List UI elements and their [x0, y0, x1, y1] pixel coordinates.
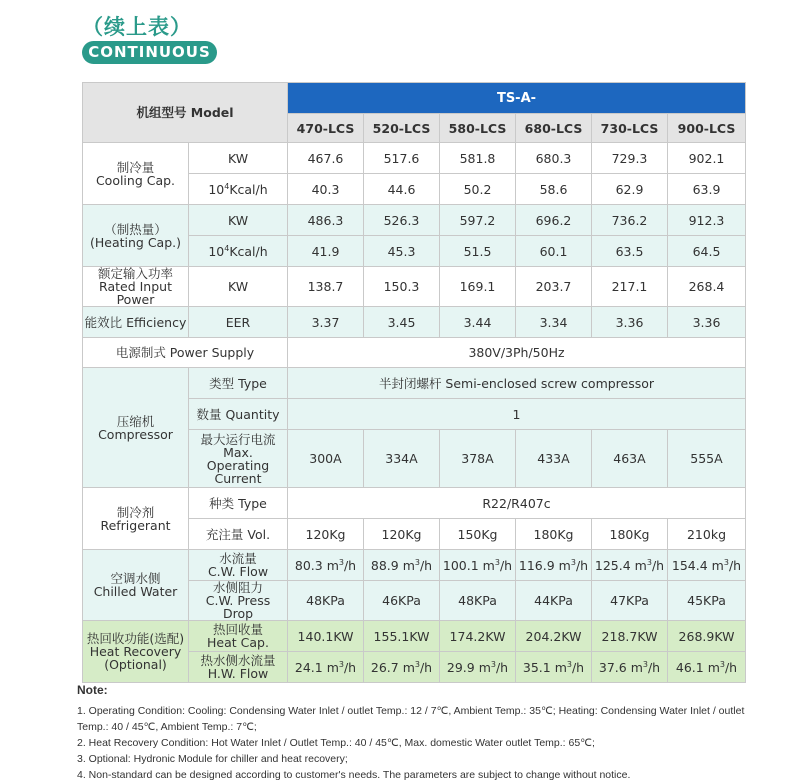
note-line: 3. Optional: Hydronic Module for chiller and heat recovery;	[77, 753, 348, 765]
spec-table	[82, 82, 746, 683]
value-cell: 555A	[668, 430, 746, 488]
power-supply-value: 380V/3Ph/50Hz	[288, 338, 746, 368]
notes-heading: Note:	[77, 683, 108, 697]
value-cell: 217.1	[592, 267, 668, 307]
note-line: 2. Heat Recovery Condition: Hot Water Inlet / Outlet Temp.: 40 / 45℃, Max. domestic Water outlet Temp.: 65℃;	[77, 737, 595, 749]
value-cell: 60.1	[516, 236, 592, 267]
value-cell: 3.36	[592, 307, 668, 338]
table-row	[83, 205, 746, 236]
unit-cell: $10^4Kcal/h$	[189, 236, 288, 267]
sub-label: 水流量 C.W. Flow	[189, 550, 288, 581]
power-supply-label: 电源制式 Power Supply	[83, 338, 288, 368]
sub-label: 类型 Type	[189, 368, 288, 399]
value-cell: 736.2	[592, 205, 668, 236]
value-cell: 204.2KW	[516, 621, 592, 652]
unit-cell: KW	[189, 205, 288, 236]
value-cell: 696.2	[516, 205, 592, 236]
model-name: 520-LCS	[364, 114, 440, 143]
unit-cell: KW	[189, 267, 288, 307]
value-cell: 125.4 $m^3/h$	[592, 550, 668, 581]
value-cell: R22/R407c	[288, 488, 746, 519]
compressor-label: 压缩机 Compressor	[83, 368, 189, 488]
table-row	[83, 83, 746, 114]
table-row	[83, 550, 746, 581]
value-cell: 63.9	[668, 174, 746, 205]
refrigerant-label: 制冷剂 Refrigerant	[83, 488, 189, 550]
series-header: TS-A-	[288, 83, 746, 114]
power-label: 额定输入功率 Rated Input Power	[83, 267, 189, 307]
value-cell: 169.1	[440, 267, 516, 307]
table-row	[83, 488, 746, 519]
value-cell: 48KPa	[288, 581, 364, 621]
value-cell: 半封闭螺杆 Semi-enclosed screw compressor	[288, 368, 746, 399]
value-cell: 116.9 $m^3/h$	[516, 550, 592, 581]
sub-label: 水侧阻力 C.W. Press Drop	[189, 581, 288, 621]
table-row	[83, 143, 746, 174]
value-cell: 3.34	[516, 307, 592, 338]
model-name: 900-LCS	[668, 114, 746, 143]
value-cell: 120Kg	[364, 519, 440, 550]
value-cell: 63.5	[592, 236, 668, 267]
unit-cell: $10^4Kcal/h$	[189, 174, 288, 205]
value-cell: 902.1	[668, 143, 746, 174]
model-name: 580-LCS	[440, 114, 516, 143]
value-cell: 24.1 $m^3/h$	[288, 652, 364, 683]
value-cell: 62.9	[592, 174, 668, 205]
chilled-water-label: 空调水侧 Chilled Water	[83, 550, 189, 621]
value-cell: 80.3 $m^3/h$	[288, 550, 364, 581]
value-cell: 463A	[592, 430, 668, 488]
sub-label: 种类 Type	[189, 488, 288, 519]
value-cell: 138.7	[288, 267, 364, 307]
value-cell: 46.1 $m^3/h$	[668, 652, 746, 683]
heat-recovery-label: 热回收功能(选配) Heat Recovery (Optional)	[83, 621, 189, 683]
value-cell: 45.3	[364, 236, 440, 267]
table-row	[83, 338, 746, 368]
note-line: 4. Non-standard can be designed according to customer's needs. The parameters are subject to change without notice.	[77, 769, 631, 781]
value-cell: 154.4 $m^3/h$	[668, 550, 746, 581]
value-cell: 44KPa	[516, 581, 592, 621]
sub-label: 热水侧水流量 H.W. Flow	[189, 652, 288, 683]
value-cell: 37.6 $m^3/h$	[592, 652, 668, 683]
eer-label: 能效比 Efficiency	[83, 307, 189, 338]
table-row	[83, 368, 746, 399]
value-cell: 180Kg	[592, 519, 668, 550]
sub-label: 数量 Quantity	[189, 399, 288, 430]
value-cell: 150.3	[364, 267, 440, 307]
value-cell: 140.1KW	[288, 621, 364, 652]
model-name: 470-LCS	[288, 114, 364, 143]
value-cell: 64.5	[668, 236, 746, 267]
value-cell: 40.3	[288, 174, 364, 205]
value-cell: 433A	[516, 430, 592, 488]
table-row	[83, 307, 746, 338]
value-cell: 120Kg	[288, 519, 364, 550]
notes	[77, 683, 767, 783]
value-cell: 29.9 $m^3/h$	[440, 652, 516, 683]
note-line: Temp.: 40 / 45℃, Ambient Temp.: 7℃;	[77, 721, 257, 733]
value-cell: 597.2	[440, 205, 516, 236]
value-cell: 48KPa	[440, 581, 516, 621]
value-cell: 44.6	[364, 174, 440, 205]
table-row	[83, 621, 746, 652]
value-cell: 517.6	[364, 143, 440, 174]
value-cell: 50.2	[440, 174, 516, 205]
value-cell: 47KPa	[592, 581, 668, 621]
value-cell: 526.3	[364, 205, 440, 236]
value-cell: 210kg	[668, 519, 746, 550]
value-cell: 58.6	[516, 174, 592, 205]
section-title-cn: （续上表）	[82, 15, 192, 39]
value-cell: 88.9 $m^3/h$	[364, 550, 440, 581]
value-cell: 334A	[364, 430, 440, 488]
value-cell: 155.1KW	[364, 621, 440, 652]
value-cell: 268.4	[668, 267, 746, 307]
value-cell: 150Kg	[440, 519, 516, 550]
cooling-label: 制冷量 Cooling Cap.	[83, 143, 189, 205]
value-cell: 1	[288, 399, 746, 430]
value-cell: 3.44	[440, 307, 516, 338]
value-cell: 41.9	[288, 236, 364, 267]
value-cell: 174.2KW	[440, 621, 516, 652]
model-name: 730-LCS	[592, 114, 668, 143]
notes-lines	[77, 703, 767, 783]
unit-cell: KW	[189, 143, 288, 174]
value-cell: 100.1 $m^3/h$	[440, 550, 516, 581]
unit-cell: EER	[189, 307, 288, 338]
value-cell: 218.7KW	[592, 621, 668, 652]
heating-label: （制热量） (Heating Cap.)	[83, 205, 189, 267]
value-cell: 3.45	[364, 307, 440, 338]
value-cell: 203.7	[516, 267, 592, 307]
value-cell: 3.36	[668, 307, 746, 338]
value-cell: 3.37	[288, 307, 364, 338]
value-cell: 35.1 $m^3/h$	[516, 652, 592, 683]
value-cell: 45KPa	[668, 581, 746, 621]
sub-label: 最大运行电流 Max. Operating Current	[189, 430, 288, 488]
value-cell: 268.9KW	[668, 621, 746, 652]
sub-label: 热回收量 Heat Cap.	[189, 621, 288, 652]
sub-label: 充注量 Vol.	[189, 519, 288, 550]
value-cell: 26.7 $m^3/h$	[364, 652, 440, 683]
value-cell: 300A	[288, 430, 364, 488]
value-cell: 180Kg	[516, 519, 592, 550]
note-line: 1. Operating Condition: Cooling: Condensing Water Inlet / outlet Temp.: 12 / 7℃, Ambient Temp.: 35℃; Heating: Condensing Water Inlet / outlet	[77, 705, 745, 717]
model-header: 机组型号 Model	[83, 83, 288, 143]
value-cell: 680.3	[516, 143, 592, 174]
value-cell: 467.6	[288, 143, 364, 174]
value-cell: 46KPa	[364, 581, 440, 621]
value-cell: 729.3	[592, 143, 668, 174]
value-cell: 581.8	[440, 143, 516, 174]
table-row	[83, 267, 746, 307]
model-name: 680-LCS	[516, 114, 592, 143]
value-cell: 912.3	[668, 205, 746, 236]
value-cell: 51.5	[440, 236, 516, 267]
section-title-badge: CONTINUOUS	[82, 41, 217, 64]
spec-table-body	[83, 83, 746, 683]
value-cell: 486.3	[288, 205, 364, 236]
value-cell: 378A	[440, 430, 516, 488]
